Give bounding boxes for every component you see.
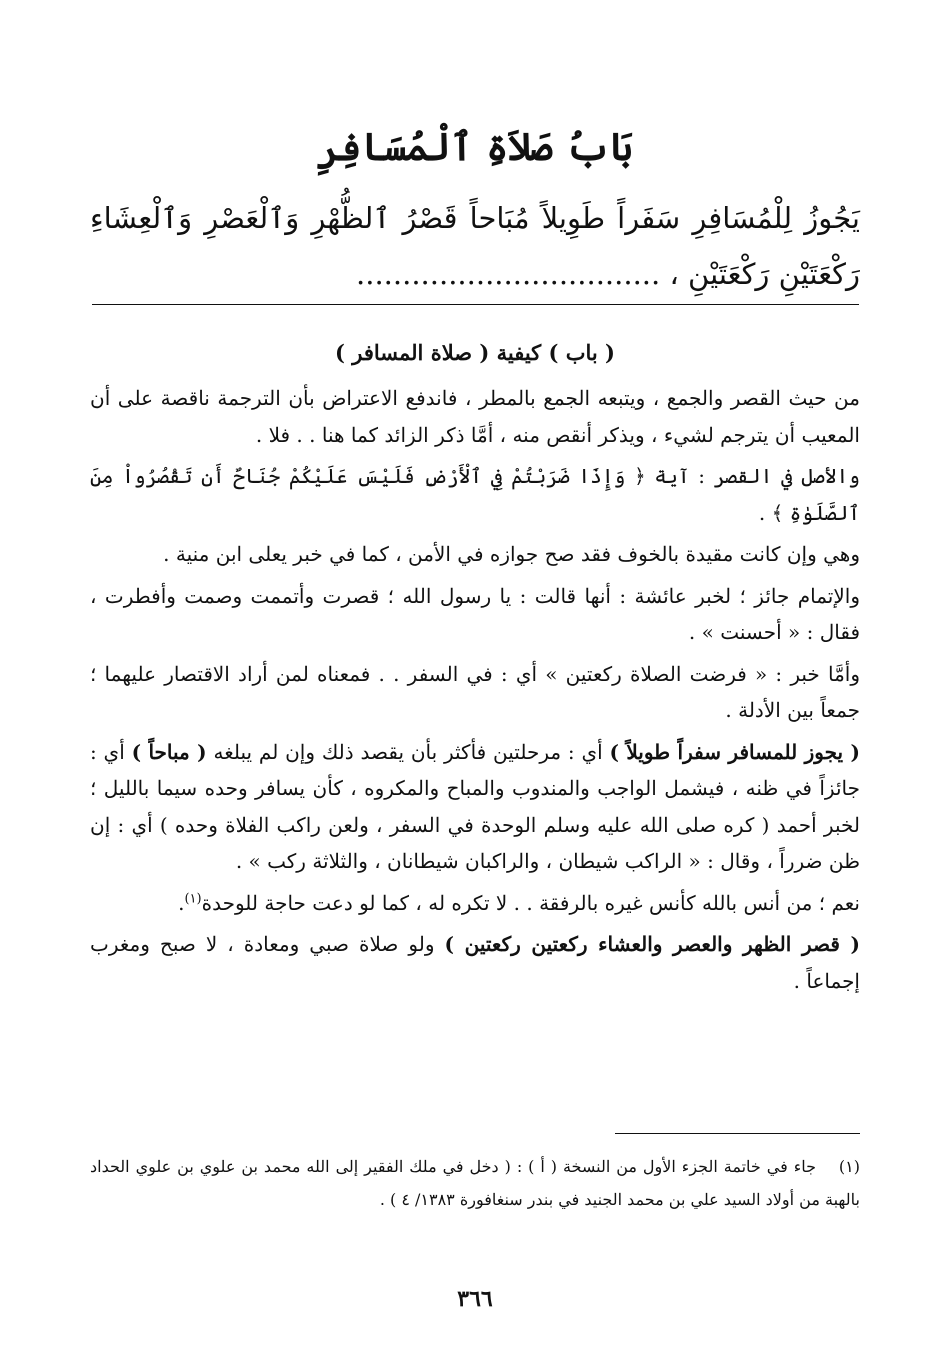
- matn-dots: .................................: [356, 257, 661, 291]
- paragraph: وأمَّا خبر : « فرضت الصلاة ركعتين » أي : في السفر . . فمعناه لمن أراد الاقتصار عليهما ؛ جمعاً بين الأدلة .: [90, 661, 860, 722]
- paragraph: والإتمام جائز ؛ لخبر عائشة : أنها قالت : يا رسول الله ؛ قصرت وأتممت وصمت وأفطرت ، فقال : « أحسنت » .: [90, 583, 860, 644]
- commentary-text: .: [178, 890, 185, 915]
- footnote-number: (١): [838, 1157, 860, 1176]
- matn-sentence: يَجُوزُ لِلْمُسَافِرِ سَفَراً طَوِيلاً مُبَاحاً قَصْرُ ٱلظُّهْرِ وَٱلْعَصْرِ وَٱلْعِشَاءِ رَكْعَتَيْنِ رَكْعَتَيْنِ ،: [90, 201, 860, 291]
- commentary-heading: ( باب ) كيفية ( صلاة المسافر ): [335, 340, 615, 365]
- commentary-text: ولو صلاة صبي ومعادة ، لا صبح ومغرب إجماعاً .: [90, 932, 860, 993]
- commentary-text: أي : مرحلتين فأكثر بأن يقصد ذلك وإن لم يبلغه: [206, 739, 610, 764]
- paragraph: من حيث القصر والجمع ، ويتبعه الجمع بالمطر ، فاندفع الاعتراض بأن الترجمة ناقصة على أن المعيب أن يترجم لشيء ، ويذكر أنقص منه ، أمَّا ذكر الزائد كما هنا . . فلا .: [90, 386, 860, 447]
- paragraph: وهي وإن كانت مقيدة بالخوف فقد صح جوازه في الأمن ، كما في خبر يعلى ابن منية .: [163, 542, 860, 566]
- paragraph-quran-verse: والأصل في القصر : آية ﴿ وَإِذَا ضَرَبْتُمْ فِي ٱلْأَرْضِ فَلَيْسَ عَلَيْكُمْ جُنَاحٌ أَن تَقْصُرُواْ مِنَ ٱلصَّلَوٰةِ ﴾ .: [90, 464, 860, 525]
- commentary-body: [90, 380, 860, 1004]
- page-number: ٣٦٦: [457, 1286, 493, 1312]
- matn-quote: ( يجوز للمسافر سفراً طويلاً ): [609, 739, 860, 764]
- matn-separator-rule: [92, 304, 859, 305]
- matn-quote: ( مباحاً ): [131, 739, 207, 764]
- footnote-reference[interactable]: (١): [184, 890, 202, 906]
- commentary-text: نعم ؛ من أنس بالله كأنس غيره بالرفقة . . لا تكره له ، كما لو دعت حاجة للوحدة: [201, 890, 860, 915]
- footnote-text: جاء في خاتمة الجزء الأول من النسخة ( أ ) : ( دخل في ملك الفقير إلى الله محمد بن علوي بن علوي الحداد بالهبة من أولاد السيد علي بن محمد الجنيد في بندر سنغافورة ١٣٨٣/ ٤ ) .: [90, 1157, 860, 1209]
- paragraph: [90, 885, 860, 922]
- matn-text: [90, 190, 860, 302]
- paragraph: [90, 926, 860, 999]
- paragraph: [90, 734, 860, 880]
- matn-quote: ( قصر الظهر والعصر والعشاء ركعتين ركعتين ): [444, 932, 860, 956]
- commentary-text: أي : جائزاً في ظنه ، فيشمل الواجب والمندوب والمباح والمكروه ، كأن يسافر وحده سيما بالليل ؛ لخبر أحمد ( كره صلى الله عليه وسلم الوحدة في السفر ، ولعن راكب الفلاة وحده ) أي : إن ظن ضرراً ، وقال : « الراكب شيطان ، والراكبان شيطانان ، والثلاثة ركب » .: [90, 739, 860, 873]
- footnote-separator-rule: [615, 1133, 860, 1134]
- footnote: [90, 1150, 860, 1216]
- chapter-title: بَابُ صَلاَةِ ٱلْمُسَافِرِ: [317, 124, 633, 169]
